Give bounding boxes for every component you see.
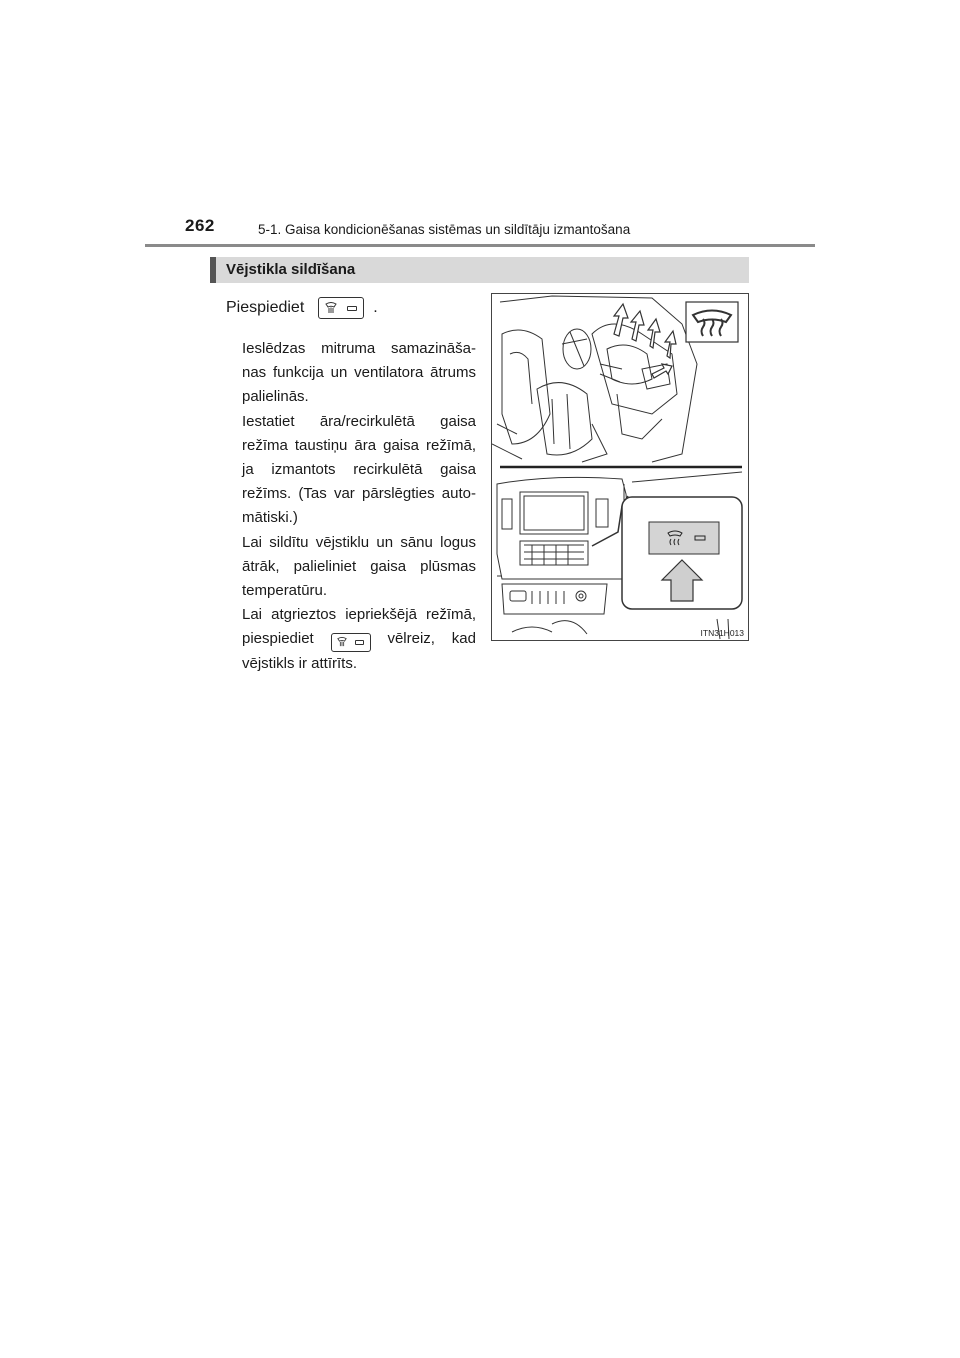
windshield-defogger-icon bbox=[686, 302, 738, 342]
page-number: 262 bbox=[185, 216, 215, 235]
paragraph-text: vēlreiz, kad vējstikls ir attīrīts. bbox=[242, 630, 476, 672]
body-text bbox=[242, 337, 476, 676]
instruction-trail: . bbox=[373, 299, 378, 316]
figure-code: ITN31H013 bbox=[700, 628, 744, 638]
section-title: Vējstikla sildīšana bbox=[226, 261, 356, 278]
paragraph: Iestatiet āra/recirkulētā gaisa režīma taustiņu āra gaisa režīmā, ja izmantots recirkulētā gaisa režīms. (Tas var pārslēgties auto-mātiski.) bbox=[242, 412, 476, 527]
instruction-lead: Piespiediet bbox=[226, 299, 305, 316]
defogger-button-icon bbox=[318, 297, 364, 319]
paragraph: Lai sildītu vējstiklu un sānu logus ātrāk, palieliniet gaisa plūsmas temperatūru. bbox=[242, 533, 476, 600]
paragraph-text: Lai atgrieztos iepriekšējā režīmā, piespiediet bbox=[242, 606, 476, 648]
dashboard-illustration bbox=[491, 293, 749, 641]
running-title: 5-1. Gaisa kondicionēšanas sistēmas un sildītāju izmantošana bbox=[258, 222, 631, 237]
section-heading bbox=[210, 257, 749, 283]
instruction-step bbox=[226, 297, 378, 319]
car-interior-drawing bbox=[492, 294, 749, 641]
section-heading-accent bbox=[210, 257, 216, 283]
header-divider bbox=[145, 244, 815, 247]
paragraph: Ieslēdzas mitruma samazināša-nas funkcija un ventilatora ātrums palielinās. bbox=[242, 340, 476, 406]
airflow-arrows bbox=[614, 304, 676, 378]
paragraph bbox=[242, 603, 476, 676]
defogger-button-icon bbox=[331, 633, 371, 652]
